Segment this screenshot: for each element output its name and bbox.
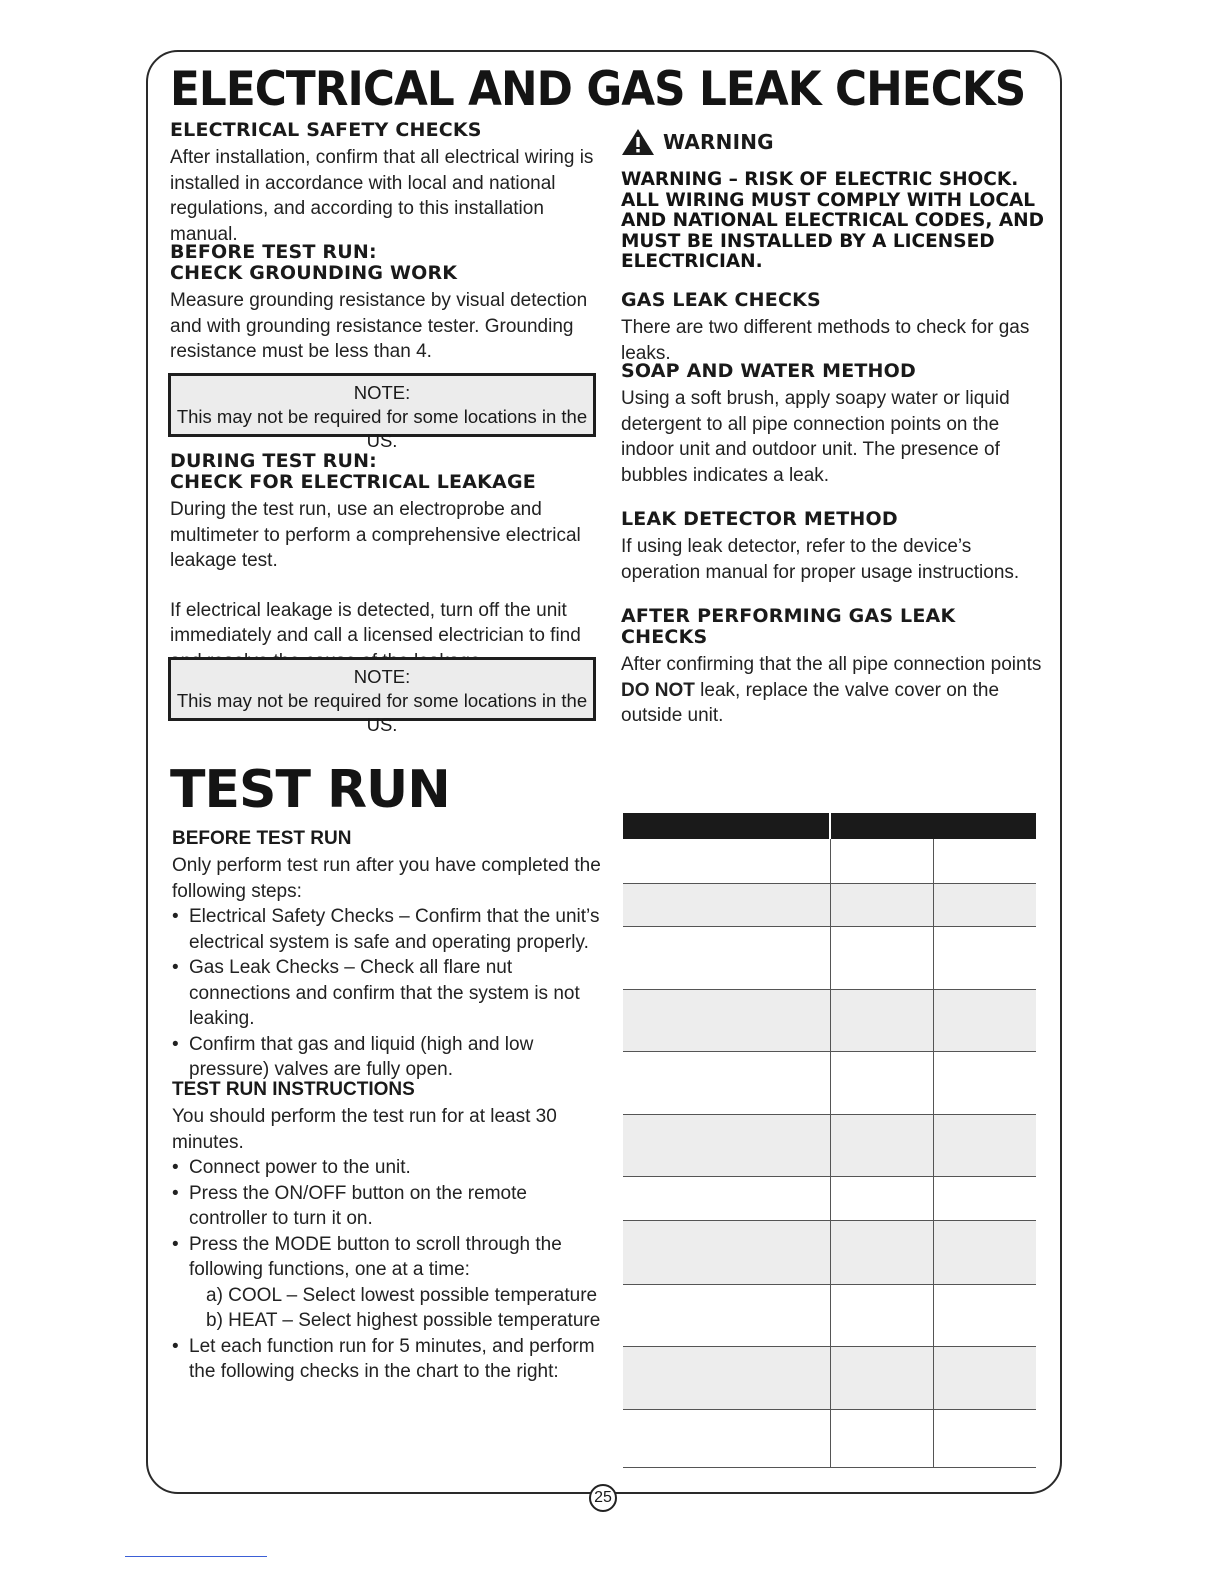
test-run-checks-table <box>623 813 1036 1468</box>
list-item: • Confirm that gas and liquid (high and low pressure) valves are fully open. <box>172 1032 602 1083</box>
list-item: • Electrical Safety Checks – Confirm that the unit’s electrical system is safe and operating properly. <box>172 904 602 955</box>
warning-triangle-icon <box>621 128 655 156</box>
before-test-run-heading: BEFORE TEST RUN <box>172 828 352 849</box>
table-row <box>623 1409 1036 1467</box>
after-checks-heading: AFTER PERFORMING GAS LEAK CHECKS <box>621 605 956 648</box>
table-row <box>623 1176 1036 1220</box>
list-item: • Press the MODE button to scroll through the following functions, one at a time: <box>172 1232 602 1283</box>
soap-method-section <box>621 361 1041 488</box>
note-box-leakage <box>168 657 596 735</box>
before-test-run-list <box>172 904 602 1083</box>
leakage-heading-1: DURING TEST RUN: <box>170 450 377 472</box>
note-title: NOTE: <box>353 382 411 403</box>
table-row <box>623 883 1036 926</box>
electrical-safety-heading: ELECTRICAL SAFETY CHECKS <box>170 119 482 141</box>
leakage-heading-2: CHECK FOR ELECTRICAL LEAKAGE <box>170 471 536 493</box>
soap-method-heading: SOAP AND WATER METHOD <box>621 360 916 382</box>
note-box-grounding <box>168 373 596 451</box>
table-header-cell <box>623 813 830 839</box>
list-item: • Press the ON/OFF button on the remote controller to turn it on. <box>172 1181 602 1232</box>
list-item: • Let each function run for 5 minutes, and perform the following checks in the chart to the right: <box>172 1334 602 1385</box>
leakage-section <box>170 451 600 674</box>
note-title: NOTE: <box>353 666 411 687</box>
test-run-title: TEST RUN <box>170 760 450 820</box>
table-row <box>623 1284 1036 1346</box>
page-title: ELECTRICAL AND GAS LEAK CHECKS <box>170 62 1026 117</box>
grounding-body: Measure grounding resistance by visual detection and with grounding resistance tester. Grounding resistance must be less than 4. <box>170 290 588 362</box>
grounding-heading-2: CHECK GROUNDING WORK <box>170 262 458 284</box>
sub-item-heat: b) HEAT – Select highest possible temperature <box>206 1310 601 1331</box>
warning-label: WARNING <box>663 129 774 154</box>
table-row <box>623 1346 1036 1409</box>
after-checks-section <box>621 606 1046 729</box>
detector-method-heading: LEAK DETECTOR METHOD <box>621 508 898 530</box>
detector-method-body: If using leak detector, refer to the device’s operation manual for proper usage instructions. <box>621 536 1020 583</box>
instructions-intro: You should perform the test run for at least 30 minutes. <box>172 1106 557 1153</box>
gas-leak-body: There are two different methods to check for gas leaks. <box>621 317 1030 364</box>
warning-header <box>621 128 1051 156</box>
gas-leak-heading: GAS LEAK CHECKS <box>621 289 821 311</box>
note-text: This may not be required for some locations in the US. <box>176 690 588 735</box>
table-header-cell <box>830 813 1036 839</box>
page-number: 25 <box>589 1484 617 1512</box>
instructions-heading: TEST RUN INSTRUCTIONS <box>172 1079 415 1100</box>
test-run-instructions-section <box>172 1079 602 1385</box>
electrical-safety-section <box>170 120 598 247</box>
footer-rule <box>125 1556 267 1557</box>
table-row <box>623 1051 1036 1114</box>
table-row <box>623 1114 1036 1176</box>
table-row <box>623 839 1036 883</box>
table-row <box>623 926 1036 989</box>
warning-body: WARNING – RISK OF ELECTRIC SHOCK. ALL WIRING MUST COMPLY WITH LOCAL AND NATIONAL ELECTRICAL CODES, AND MUST BE INSTALLED BY A LICENSED ELECTRICIAN. <box>621 169 1044 273</box>
do-not-emphasis: DO NOT <box>621 679 695 701</box>
after-checks-body: After confirming that the all pipe connection points DO NOT leak, replace the valve cover on the outside unit. <box>621 654 1042 726</box>
table-row <box>623 1220 1036 1284</box>
before-test-run-section <box>172 828 602 1083</box>
grounding-section <box>170 242 598 365</box>
leakage-body-2: If electrical leakage is detected, turn off the unit immediately and call a licensed electrician to find <box>170 599 581 646</box>
soap-method-body: Using a soft brush, apply soapy water or liquid detergent to all pipe connection points on the indoor unit and outdoor unit. The presence of bubbles indicates a leak. <box>621 388 1010 486</box>
instructions-list-end <box>172 1334 602 1385</box>
grounding-heading-1: BEFORE TEST RUN: <box>170 241 377 263</box>
note-text: This may not be required for some locations in the US. <box>176 406 588 451</box>
instructions-list <box>172 1155 602 1283</box>
before-test-run-intro: Only perform test run after you have completed the following steps: <box>172 855 601 902</box>
gas-leak-section <box>621 290 1051 366</box>
list-item: • Connect power to the unit. <box>172 1155 602 1181</box>
sub-item-cool: a) COOL – Select lowest possible temperature <box>206 1284 598 1306</box>
leakage-body-1: During the test run, use an electroprobe and multimeter to perform a comprehensive electrical leakage test. <box>170 499 581 571</box>
table-row <box>623 989 1036 1051</box>
table-header-row <box>623 813 1036 839</box>
electrical-safety-body: After installation, confirm that all electrical wiring is installed in accordance with local and national regulations, and according to this installation manual. <box>170 147 594 245</box>
detector-method-section <box>621 509 1041 585</box>
list-item: • Gas Leak Checks – Check all flare nut connections and confirm that the system is not leaking. <box>172 955 602 1032</box>
warning-section <box>621 128 1051 273</box>
